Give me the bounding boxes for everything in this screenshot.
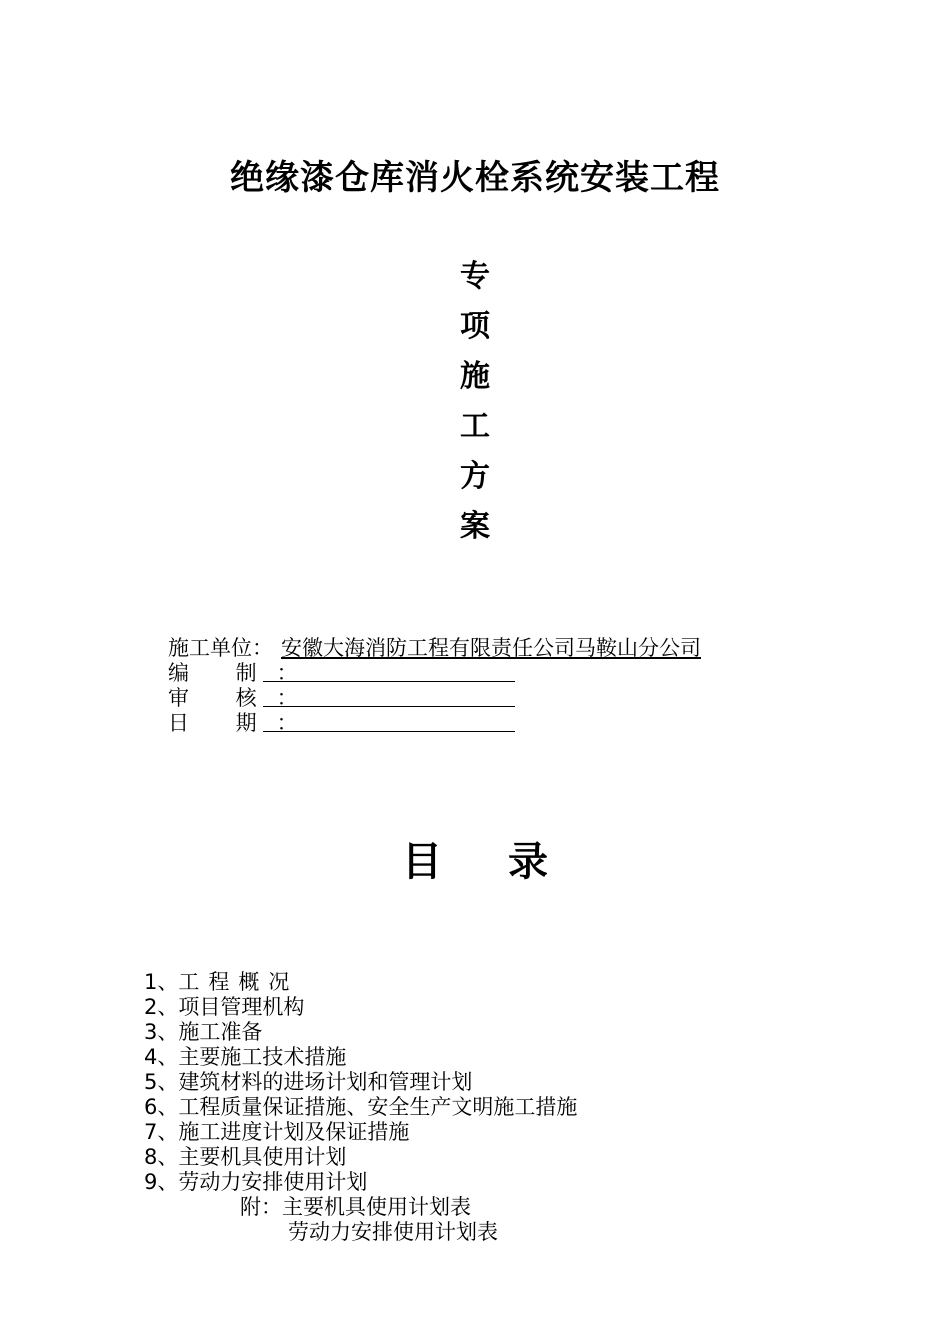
toc-heading-char: 录 — [508, 839, 548, 885]
toc-item-text: 主要施工技术措施 — [178, 1045, 347, 1069]
toc-item-number: 4、 — [144, 1045, 179, 1069]
toc-item — [144, 1095, 577, 1120]
editor-row — [168, 661, 701, 686]
toc-item — [144, 1120, 577, 1145]
vertical-title-char: 工 — [460, 409, 490, 444]
vertical-title-char: 施 — [460, 359, 490, 394]
vertical-plan-title — [445, 252, 505, 552]
project-title: 绝缘漆仓库消火栓系统安装工程 — [230, 158, 720, 198]
toc-item — [144, 1020, 577, 1045]
info-block — [168, 636, 701, 736]
toc-item — [144, 1145, 577, 1170]
toc-item-text: 劳动力安排使用计划 — [178, 1170, 368, 1194]
editor-label: 编 制： — [168, 661, 318, 685]
toc-item — [144, 1070, 577, 1095]
toc-heading — [0, 830, 950, 887]
vertical-title-char: 专 — [460, 259, 490, 294]
reviewer-blank-line — [263, 706, 515, 707]
toc-item-text: 施工准备 — [178, 1020, 263, 1044]
vertical-title-char: 案 — [460, 509, 490, 544]
construction-unit-row — [168, 636, 701, 661]
toc-item — [144, 1045, 577, 1070]
toc-item-number: 2、 — [144, 995, 179, 1019]
toc-item — [144, 995, 577, 1020]
toc-item-text: 施工进度计划及保证措施 — [178, 1120, 410, 1144]
vertical-title-char: 项 — [460, 309, 490, 344]
date-blank-line — [263, 731, 515, 732]
toc-item-number: 7、 — [144, 1120, 179, 1144]
appendix-list — [240, 1195, 498, 1245]
toc-item-text: 工程概况 — [178, 970, 299, 994]
toc-item-text: 建筑材料的进场计划和管理计划 — [178, 1070, 473, 1094]
toc-item-number: 8、 — [144, 1145, 179, 1169]
toc-heading-char: 目 — [402, 839, 442, 885]
toc-item-number: 6、 — [144, 1095, 179, 1119]
appendix-item-text: 主要机具使用计划表 — [282, 1195, 471, 1219]
date-label: 日 期： — [168, 711, 318, 735]
toc-item-number: 9、 — [144, 1170, 179, 1194]
toc-item-text: 项目管理机构 — [178, 995, 305, 1019]
appendix-item — [240, 1220, 498, 1245]
toc-item — [144, 1170, 577, 1195]
toc-item-text: 工程质量保证措施、安全生产文明施工措施 — [178, 1095, 578, 1119]
date-row — [168, 711, 701, 736]
appendix-label: 附： — [240, 1195, 282, 1219]
table-of-contents — [144, 970, 577, 1195]
vertical-title-char: 方 — [460, 459, 490, 494]
appendix-item — [240, 1195, 498, 1220]
appendix-item-text: 劳动力安排使用计划表 — [288, 1220, 498, 1244]
toc-item-number: 1、 — [144, 970, 179, 994]
toc-item-number: 3、 — [144, 1020, 179, 1044]
toc-item — [144, 970, 577, 995]
reviewer-row — [168, 686, 701, 711]
construction-unit-label: 施工单位： — [168, 636, 273, 660]
toc-item-number: 5、 — [144, 1070, 179, 1094]
reviewer-label: 审 核： — [168, 686, 318, 710]
construction-unit-value: 安徽大海消防工程有限责任公司马鞍山分公司 — [281, 636, 701, 660]
editor-blank-line — [263, 681, 515, 682]
toc-item-text: 主要机具使用计划 — [178, 1145, 347, 1169]
